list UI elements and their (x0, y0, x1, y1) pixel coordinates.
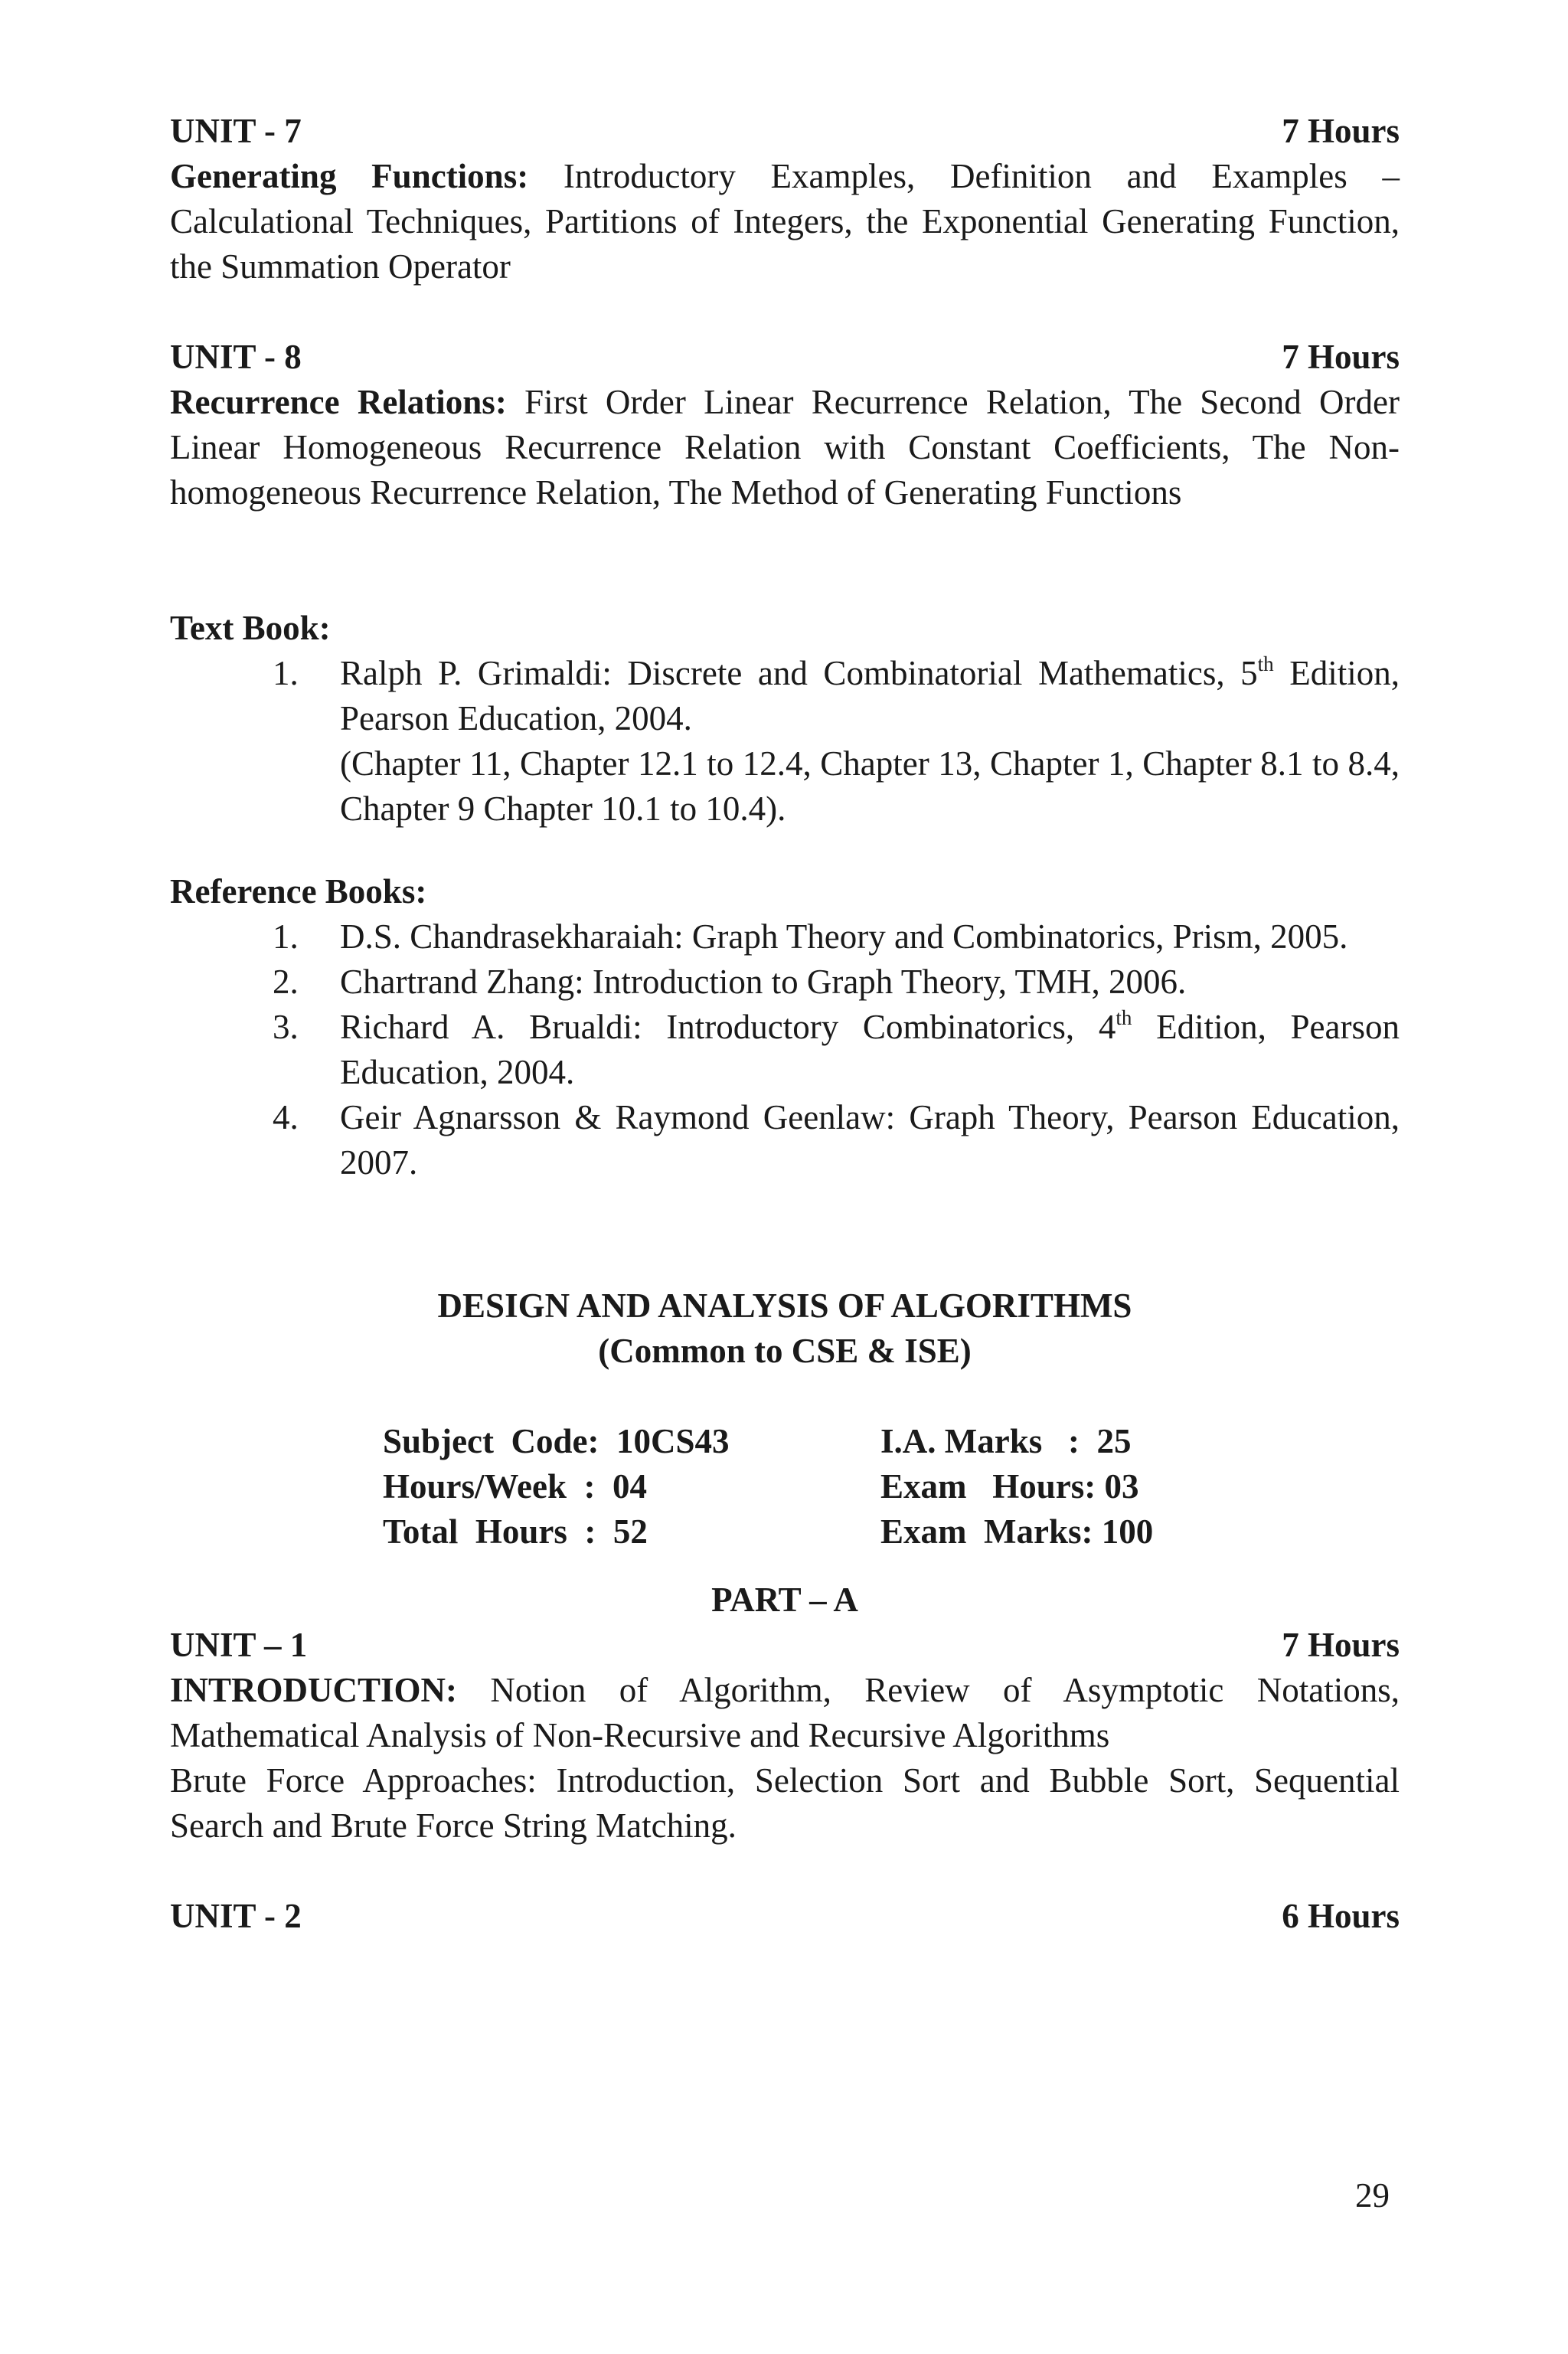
unit-7-header (170, 109, 1400, 154)
unit-1-content-2: Brute Force Approaches: Introduction, Selection Sort and Bubble Sort, Sequential Search and Brute Force String Matching. (170, 1761, 1400, 1845)
text-book-title: Text Book: (170, 609, 331, 647)
unit-heading: Recurrence Relations: (170, 383, 507, 421)
unit-1-header (170, 1623, 1400, 1668)
unit-2-header (170, 1894, 1400, 1939)
unit-7-content (170, 154, 1400, 289)
list-number: 1. (273, 917, 299, 956)
unit-text: First Order Linear Recurrence Relation, The Second Order Linear Homogeneous Recurrence Relation with Constant Coefficients, The Non-homogeneous Recurrence Relation, The Method of Generating Functions (170, 383, 1400, 512)
unit-hours: 7 Hours (1282, 338, 1400, 376)
unit-label: UNIT - 2 (170, 1897, 302, 1935)
list-number: 3. (273, 1008, 299, 1046)
course-detail-right: Exam Hours: 03 (880, 1467, 1139, 1506)
list-item (170, 651, 1400, 832)
book-citation-cont: Edition, Pearson Education, 2004. (340, 654, 1400, 737)
unit-hours: 7 Hours (1282, 1626, 1400, 1664)
list-number: 1. (273, 654, 299, 692)
list-item (170, 1095, 1400, 1185)
list-item (170, 914, 1400, 960)
superscript: th (1116, 1006, 1132, 1029)
list-item (170, 1005, 1400, 1095)
course-detail-left: Hours/Week : 04 (383, 1467, 647, 1506)
unit-text: Notion of Algorithm, Review of Asymptotic Notations, Mathematical Analysis of Non-Recursive and Recursive Algorithms (170, 1671, 1400, 1754)
list-number: 2. (273, 963, 299, 1001)
list-number: 4. (273, 1098, 299, 1136)
reference-books-title: Reference Books: (170, 872, 427, 911)
unit-text: Introductory Examples, Definition and Examples – Calculational Techniques, Partitions of Integers, the Exponential Generating Function, the Summation Operator (170, 157, 1400, 286)
superscript: th (1257, 652, 1274, 675)
course-detail-right: I.A. Marks : 25 (880, 1422, 1132, 1460)
book-citation: Richard A. Brualdi: Introductory Combinatorics, 4 (340, 1008, 1116, 1046)
unit-label: UNIT - 8 (170, 338, 302, 376)
part-heading: PART – A (711, 1581, 858, 1619)
book-chapters: (Chapter 11, Chapter 12.1 to 12.4, Chapter 13, Chapter 1, Chapter 8.1 to 8.4, Chapter 9 Chapter 10.1 to 10.4). (340, 744, 1400, 828)
course-detail-row (383, 1509, 1400, 1555)
unit-8-content (170, 380, 1400, 515)
unit-heading: INTRODUCTION: (170, 1671, 458, 1709)
list-item (170, 960, 1400, 1005)
unit-hours: 7 Hours (1282, 112, 1400, 150)
reference-books-list (170, 914, 1400, 1185)
page-content (170, 109, 1400, 1939)
unit-1-content (170, 1668, 1400, 1758)
course-subtitle: (Common to CSE & ISE) (598, 1332, 972, 1370)
book-citation: Chartrand Zhang: Introduction to Graph Theory, TMH, 2006. (340, 963, 1187, 1001)
unit-label: UNIT - 7 (170, 112, 302, 150)
unit-heading: Generating Functions: (170, 157, 529, 195)
course-detail-left: Total Hours : 52 (383, 1512, 648, 1551)
unit-hours: 6 Hours (1282, 1897, 1400, 1935)
unit-8-header (170, 335, 1400, 380)
book-citation: D.S. Chandrasekharaiah: Graph Theory and Combinatorics, Prism, 2005. (340, 917, 1348, 956)
course-detail-row (383, 1464, 1400, 1509)
page-number: 29 (1355, 2176, 1390, 2215)
course-title: DESIGN AND ANALYSIS OF ALGORITHMS (437, 1287, 1132, 1325)
course-detail-row (383, 1419, 1400, 1464)
course-details (383, 1419, 1400, 1555)
book-citation: Ralph P. Grimaldi: Discrete and Combinatorial Mathematics, 5 (340, 654, 1258, 692)
course-detail-left: Subject Code: 10CS43 (383, 1422, 730, 1460)
book-citation-cont: Edition, Pearson Education, 2004. (340, 1008, 1400, 1091)
text-book-list (170, 651, 1400, 832)
unit-label: UNIT – 1 (170, 1626, 308, 1664)
book-citation: Geir Agnarsson & Raymond Geenlaw: Graph Theory, Pearson Education, 2007. (340, 1098, 1400, 1182)
course-detail-right: Exam Marks: 100 (880, 1512, 1154, 1551)
